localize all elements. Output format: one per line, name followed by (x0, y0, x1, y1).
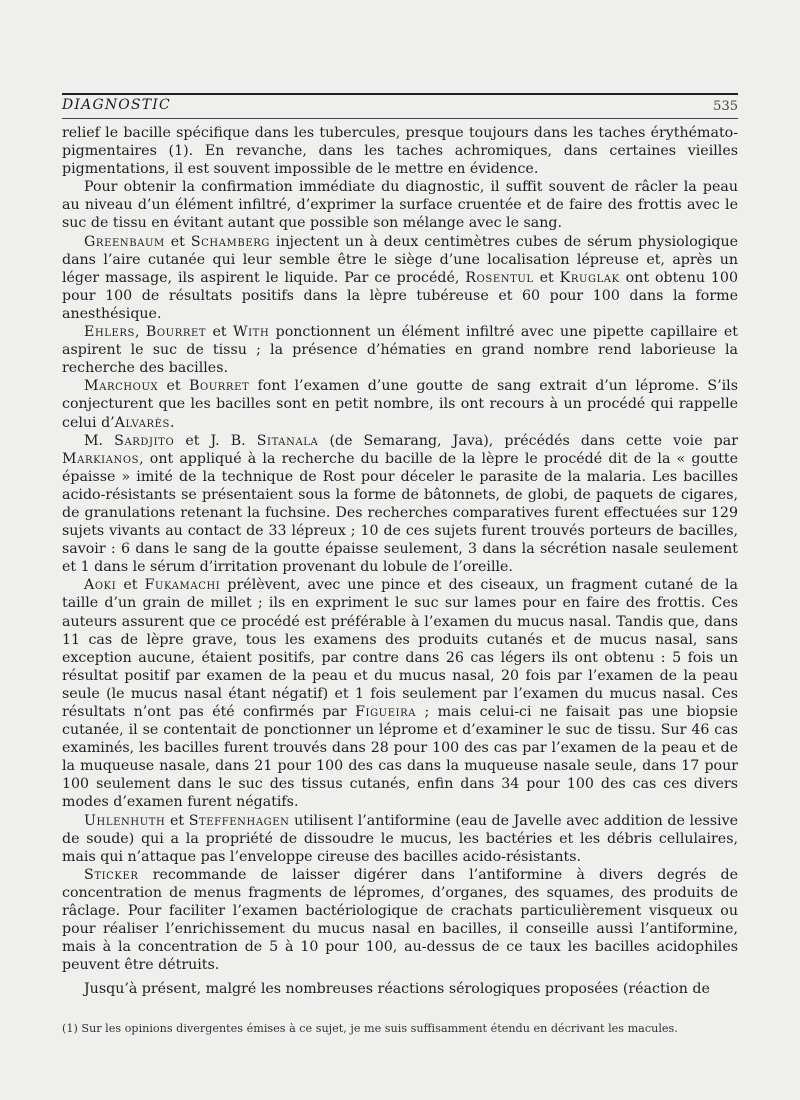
paragraph (62, 866, 738, 975)
author-name: Bourret (188, 378, 250, 395)
author-name: Markianos (62, 450, 140, 467)
author-name: Kruglak (559, 269, 620, 286)
author-name: Alvarès (114, 414, 171, 431)
text-run: prélèvent, avec une pince et des ciseaux, un fragment cutané de la taille d’un grain de millet ; ils en expriment le suc sur lames pour en faire des frottis. Ces auteurs assurent que ce procédé est préférable à l’examen du mucus nasal. Tandis que, dans 11 cas de lèpre grave, tous les examens des produits cutanés et de mucus nasal, sans exception aucune, étaient positifs, par contre dans 26 cas légers ils ont obtenu : 5 fois un résultat positif par examen de la peau et du mucus nasal, 20 fois par l’examen de la peau seule (le mucus nasal étant négatif) et 1 fois seulement par l’examen du mucus nasal. Ces résultats n’ont pas été confirmés par (62, 577, 738, 720)
text-run: et (206, 324, 233, 341)
text-run: et (533, 269, 560, 286)
paragraph (62, 432, 738, 577)
author-name: Sitanala (256, 432, 319, 449)
author-name: Aoki (84, 577, 117, 594)
author-name: Ehlers (84, 324, 135, 341)
paragraph (62, 576, 738, 811)
text-run: et (158, 378, 189, 395)
header-rule-thin (62, 118, 738, 119)
text-run: font l’examen d’une goutte de sang extrait d’un léprome. S’ils conjecturent que les bacilles sont en petit nombre, ils ont recours à un procédé qui rappelle celui d’ (62, 378, 738, 431)
running-header (62, 97, 738, 117)
text-run: et (164, 233, 191, 250)
text-run: , (135, 324, 146, 341)
text-run: utilisent l’antiformine (eau de Javelle avec addition de lessive de soude) qui a la propriété de dissoudre le mucus, les bactéries et les débris cellulaires, mais qui n’attaque pas l’enveloppe cireuse des bacilles acido-résistants. (62, 812, 738, 865)
text-run: et (165, 812, 189, 829)
text-run: . (170, 414, 175, 431)
paragraph (62, 812, 738, 866)
text-run: ; mais celui-ci ne faisait pas une biopsie cutanée, il se contentait de ponctionner un léprome et d’examiner le suc de tissu. Sur 46 cas examinés, les bacilles furent trouvés dans 28 pour 100 des cas par l’examen de la peau et de la muqueuse nasale, dans 21 pour 100 des cas dans la muqueuse nasale seule, dans 17 pour 100 seulement dans le suc des tissus cutanés, enfin dans 34 pour 100 des cas ces divers modes d’examen furent négatifs. (62, 704, 738, 811)
text-run: et J. B. (174, 432, 257, 449)
running-title: DIAGNOSTIC (62, 97, 171, 113)
text-run: recommande de laisser digérer dans l’antiformine à divers degrés de concentration de menus fragments de lépromes, d’organes, des squames, des produits de râclage. Pour faciliter l’examen bactériologique de crachats particulièrement visqueux ou pour réaliser l’enrichissement du mucus nasal en bacilles, il conseille aussi l’antiformine, mais à la concentration de 5 à 10 pour 100, au-dessus de ce taux les bacilles acidophiles peuvent être détruits. (62, 866, 738, 974)
author-name: Marchoux (84, 378, 159, 395)
author-name: Steffenhagen (188, 812, 290, 829)
body-text (62, 124, 738, 999)
paragraph (62, 233, 738, 323)
text-run: M. (84, 432, 115, 449)
text-run: et (116, 577, 145, 594)
paragraph (62, 377, 738, 431)
text-run: injectent un à deux centimètres cubes de sérum physiologique dans l’aire cutanée qui leur semble être le siège d’une localisation lépreuse et, après un léger massage, ils aspirent le liquide. Par ce procédé, (62, 233, 738, 286)
author-name: With (232, 324, 270, 341)
author-name: Sardjito (114, 432, 175, 449)
author-name: Uhlenhuth (84, 812, 166, 829)
page-number: 535 (713, 99, 738, 114)
author-name: Figueira (355, 704, 417, 720)
header-rule-thick (62, 93, 738, 95)
author-name: Fukamachi (144, 577, 221, 594)
text-run: ponctionnent un élément infiltré avec une pipette capillaire et aspirent le suc de tissu ; la présence d’hématies en grand nombre rend laborieuse la recherche des bacilles. (62, 324, 738, 377)
author-name: Rosentul (465, 269, 534, 286)
text-run: , ont appliqué à la recherche du bacille de la lèpre le procédé dit de la « goutte épaisse » imité de la technique de Rost pour déceler le parasite de la malaria. Les bacilles acido-résistants se présentaient sous la forme de bâtonnets, de globi, de paquets de cigares, de granulations retenant la fuchsine. Des recherches comparatives furent effectuées sur 129 sujets vivants au contact de 33 lépreux ; 10 de ces sujets furent trouvés porteurs de bacilles, savoir : 6 dans le sang de la goutte épaisse seulement, 3 dans la sécrétion nasale seulement et 1 dans le sérum d’irritation provenant du lobule de l’oreille. (62, 450, 738, 576)
author-name: Bourret (145, 324, 207, 341)
text-run: ont obtenu 100 pour 100 de résultats positifs dans la lèpre tubéreuse et 60 pour 100 dans la forme anesthésique. (62, 269, 738, 322)
author-name: Greenbaum (84, 233, 165, 250)
paragraph (62, 323, 738, 377)
paragraph: Pour obtenir la confirmation immédiate du diagnostic, il suffit souvent de râcler la peau au niveau d’un élément infiltré, d’exprimer la surface cruentée et de faire des frottis avec le suc de tissu en évitant autant que possible son mélange avec le sang. (62, 179, 738, 232)
author-name: Schamberg (190, 233, 270, 250)
text-run: (de Semarang, Java), précédés dans cette voie par (318, 432, 738, 449)
paragraph: relief le bacille spécifique dans les tubercules, presque toujours dans les taches érythémato-pigmentaires (1). En revanche, dans les taches achromiques, dans certaines vieilles pigmentations, il est souvent impossible de le mettre en évidence. (62, 125, 738, 178)
footnote: (1) Sur les opinions divergentes émises à ce sujet, je me suis suffisamment étendu en décrivant les macules. (62, 1022, 678, 1035)
paragraph: Jusqu’à présent, malgré les nombreuses réactions sérologiques proposées (réaction de (84, 981, 710, 998)
author-name: Sticker (84, 866, 139, 883)
